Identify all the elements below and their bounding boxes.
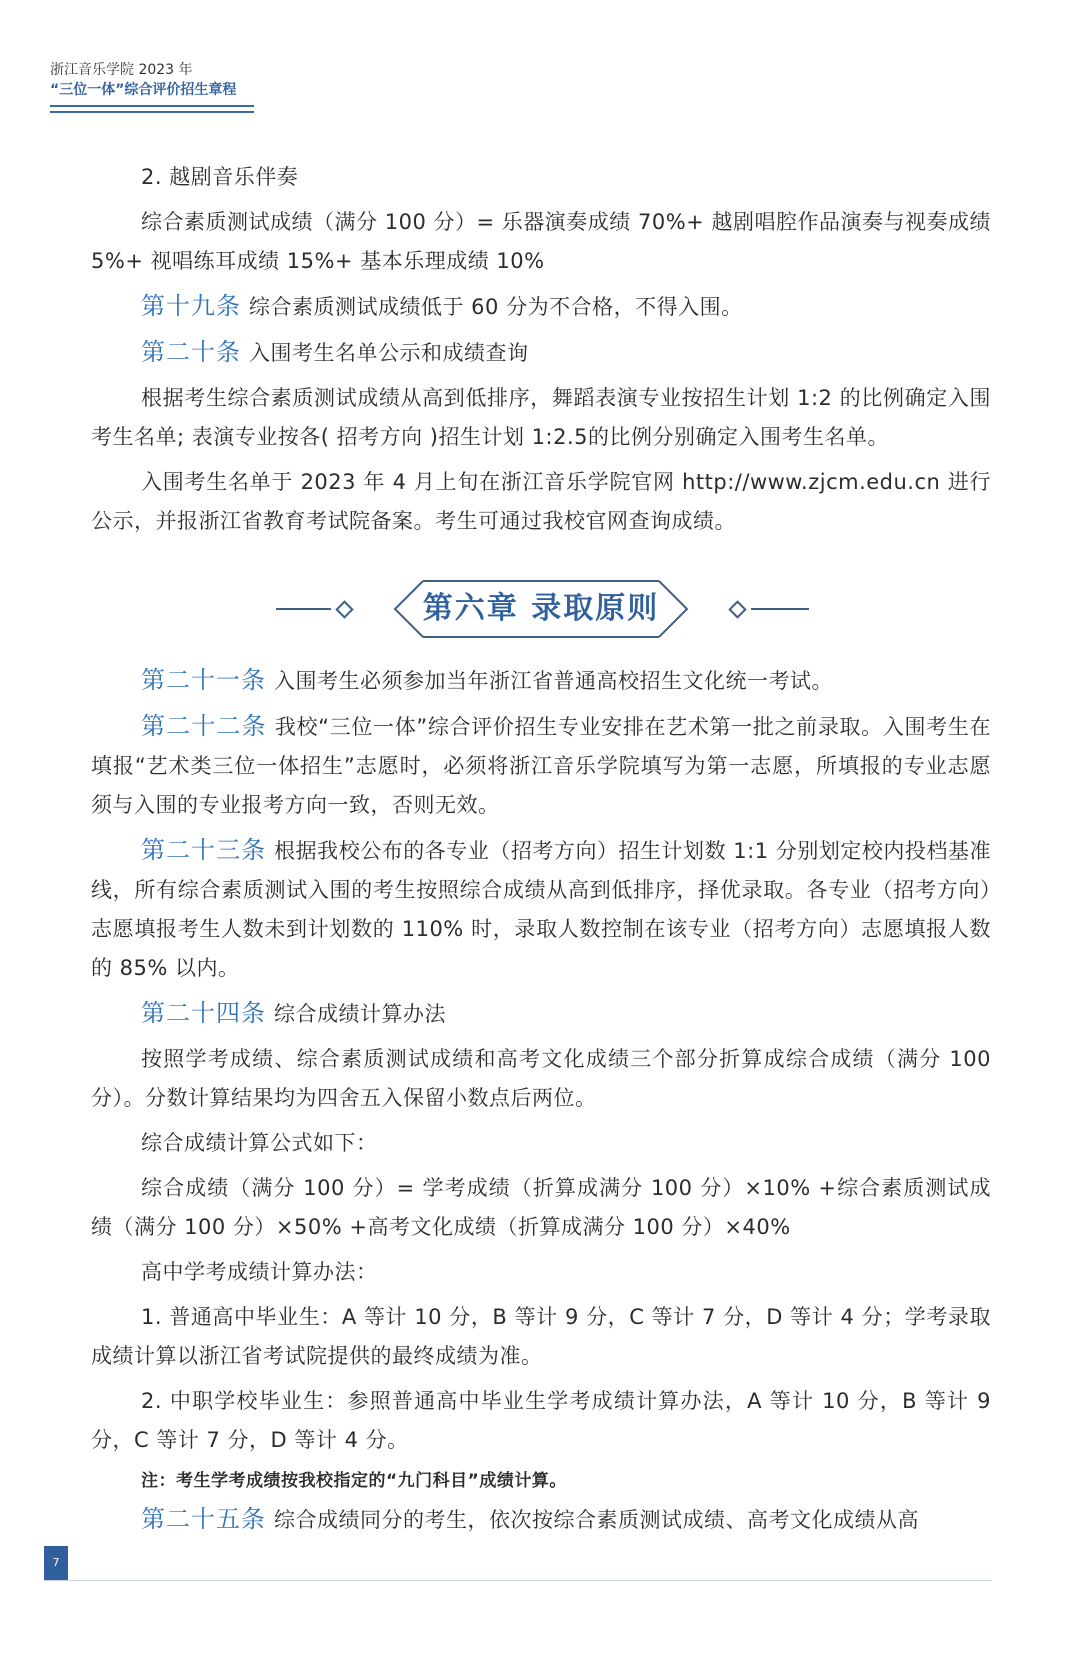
article-label: 第二十二条 xyxy=(141,712,267,740)
page-number: 7 xyxy=(44,1546,68,1580)
paragraph: 1. 普通高中毕业生：A 等计 10 分，B 等计 9 分，C 等计 7 分，D 等计 4 分；学考录取成绩计算以浙江省考试院提供的最终成绩为准。 xyxy=(91,1305,991,1368)
header-document-title: “三位一体”综合评价招生章程 xyxy=(50,82,237,98)
article-text: 入围考生必须参加当年浙江省普通高校招生文化统一考试。 xyxy=(274,669,833,693)
header-school-year: 浙江音乐学院 2023 年 xyxy=(50,62,193,78)
chapter-heading xyxy=(91,579,991,639)
header-rule xyxy=(50,111,254,113)
footer-rule xyxy=(44,1580,992,1581)
paragraph: 综合素质测试成绩（满分 100 分）= 乐器演奏成绩 70%+ 越剧唱腔作品演奏与视奏成绩 5%+ 视唱练耳成绩 15%+ 基本乐理成绩 10% xyxy=(91,210,991,273)
paragraph: 高中学考成绩计算办法： xyxy=(141,1260,378,1284)
article-text: 我校“三位一体”综合评价招生专业安排在艺术第一批之前录取。入围考生在填报“艺术类三位一体招生”志愿时，必须将浙江音乐学院填写为第一志愿，所填报的专业志愿须与入围的专业报考方向一致，否则无效。 xyxy=(91,715,991,817)
paragraph: 入围考生名单于 2023 年 4 月上旬在浙江音乐学院官网 http://www.zjcm.edu.cn 进行公示，并报浙江省教育考试院备案。考生可通过我校官网查询成绩。 xyxy=(91,470,991,533)
article-label: 第二十五条 xyxy=(141,1505,266,1533)
chapter-divider-line xyxy=(276,608,331,610)
formula-paragraph: 综合成绩（满分 100 分）= 学考成绩（折算成满分 100 分）×10% +综合素质测试成绩（满分 100 分）×50% +高考文化成绩（折算成满分 100 分）×40% xyxy=(91,1176,991,1239)
note: 注：考生学考成绩按我校指定的“九门科目”成绩计算。 xyxy=(141,1471,567,1491)
article-25 xyxy=(91,1500,991,1540)
article-20 xyxy=(91,333,991,373)
page-body xyxy=(91,158,991,1546)
article-24 xyxy=(91,994,991,1034)
diamond-icon xyxy=(728,600,746,618)
chapter-divider-line xyxy=(751,608,809,610)
article-label: 第二十条 xyxy=(141,338,241,366)
article-label: 第十九条 xyxy=(141,292,241,320)
article-text: 根据我校公布的各专业（招考方向）招生计划数 1:1 分别划定校内投档基准线，所有综合素质测试入围的考生按照综合成绩从高到低排序，择优录取。各专业（招考方向）志愿填报考生人数未到计划数的 110% 时，录取人数控制在该专业（招考方向）志愿填报人数的 85% 以内。 xyxy=(91,839,991,980)
article-label: 第二十一条 xyxy=(141,666,266,694)
diamond-icon xyxy=(335,600,353,618)
paragraph: 根据考生综合素质测试成绩从高到低排序，舞蹈表演专业按招生计划 1:2 的比例确定入围考生名单; 表演专业按各( 招考方向 )招生计划 1:2.5的比例分别确定入围考生名单。 xyxy=(91,386,991,449)
article-text: 综合成绩同分的考生，依次按综合素质测试成绩、高考文化成绩从高 xyxy=(274,1508,919,1532)
chapter-title: 第六章 录取原则 xyxy=(422,591,660,626)
paragraph: 按照学考成绩、综合素质测试成绩和高考文化成绩三个部分折算成综合成绩（满分 100 分）。分数计算结果均为四舍五入保留小数点后两位。 xyxy=(91,1047,991,1110)
section-title: 2. 越剧音乐伴奏 xyxy=(141,165,299,189)
header-rule xyxy=(50,105,254,107)
article-text: 入围考生名单公示和成绩查询 xyxy=(249,341,529,365)
article-label: 第二十三条 xyxy=(141,836,267,864)
article-text: 综合成绩计算办法 xyxy=(274,1002,446,1026)
article-19 xyxy=(91,287,991,327)
article-22 xyxy=(91,707,991,825)
article-text: 综合素质测试成绩低于 60 分为不合格，不得入围。 xyxy=(249,295,743,319)
paragraph: 2. 中职学校毕业生：参照普通高中毕业生学考成绩计算办法，A 等计 10 分，B 等计 9 分，C 等计 7 分，D 等计 4 分。 xyxy=(91,1389,991,1452)
paragraph: 综合成绩计算公式如下： xyxy=(141,1131,378,1155)
article-21 xyxy=(91,661,991,701)
article-23 xyxy=(91,831,991,988)
page-header xyxy=(50,60,236,100)
article-label: 第二十四条 xyxy=(141,999,266,1027)
